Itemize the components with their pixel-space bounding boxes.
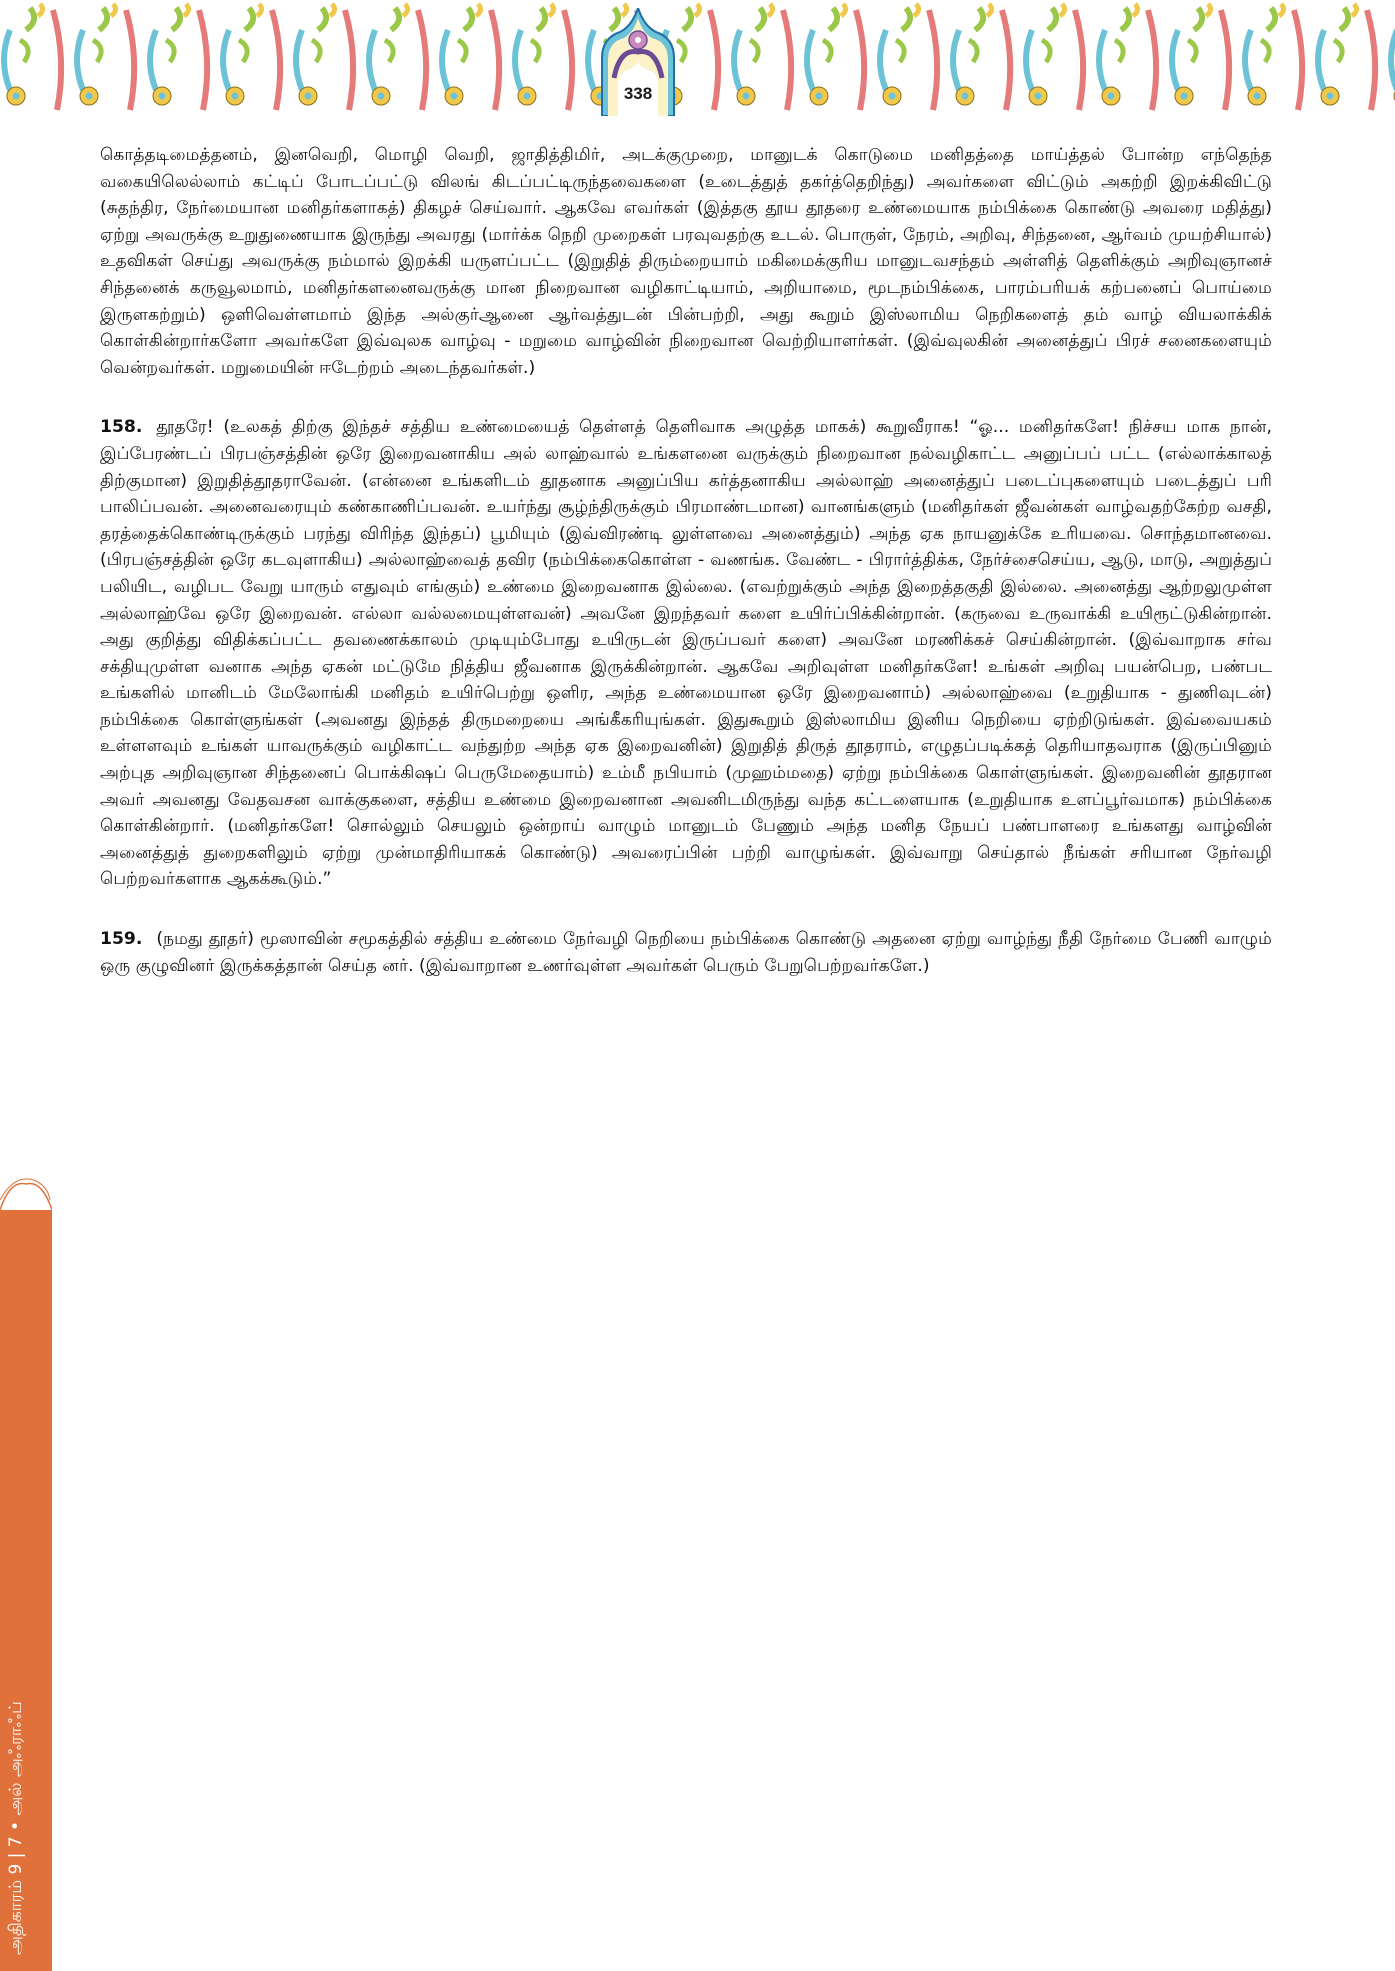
chapter-label: அதிகாரம் 9 | 7 • அல் அஃராஃப் bbox=[6, 1701, 26, 1955]
verse-text: (நமது தூதர்) மூஸாவின் சமூகத்தில் சத்திய உண்மை நேர்வழி நெறியை நம்பிக்கை கொண்டு அதனை ஏற்று வாழ்ந்து நீதி நேர்மை பேணி வாழும் ஒரு குழுவினர் இருக்கத்தான் செய்த னர். (இவ்வாறான உணர்வுள்ள அவர்கள் பெரும் பேறுபெற்றவர்களே.) bbox=[100, 929, 1272, 976]
document-body bbox=[100, 142, 1272, 1012]
decorative-header-border bbox=[0, 0, 1395, 118]
verse-text: தூதரே! (உலகத் திற்கு இந்தச் சத்திய உண்மையைத் தெள்ளத் தெளிவாக அழுத்த மாகக்) கூறுவீராக! “ஓ... மனிதர்களே! நிச்சய மாக நான், இப்பேரண்டப் பிரபஞ்சத்தின் ஒரே இறைவனாகிய அல் லாஹ்வால் உங்களனை வருக்கும் நிறைவான நல்வழிகாட்ட அனுப்பப் பட்ட (எல்லாக்காலத் திற்குமான) இறுதித்தூதராவேன். (என்னை உங்களிடம் தூதனாக அனுப்பிய கர்த்தனாகிய அல்லாஹ் அனைத்துப் படைப்புகளையும் படைத்துப் பரி பாலிப்பவன். அனைவரையும் கண்காணிப்பவன். உயர்ந்து சூழ்ந்திருக்கும் பிரமாண்டமான) வானங்களும் (மனிதர்கள் ஜீவன்கள் வாழ்வதற்கேற்ற வசதி, தரத்தைக்கொண்டிருக்கும் பரந்து விரிந்த இந்தப்) பூமியும் (இவ்விரண்டி லுள்ளவை அனைத்தும்) அந்த ஏக நாயனுக்கே உரியவை. சொந்தமானவை. (பிரபஞ்சத்தின் ஒரே கடவுளாகிய) அல்லாஹ்வைத் தவிர (நம்பிக்கைகொள்ள - வணங்க. வேண்ட - பிரார்த்திக்க, நேர்ச்சைசெய்ய, ஆடு, மாடு, அறுத்துப் பலியிட, வழிபட வேறு யாரும் எதுவும் எங்கும்) உண்மை இறைவனாக இல்லை. (எவற்றுக்கும் அந்த இறைத்தகுதி இல்லை. அனைத்து ஆற்றலுமுள்ள அல்லாஹ்வே ஒரே இறைவன். எல்லா வல்லமையுள்ளவன்) அவனே இறந்தவர் களை உயிர்ப்பிக்கின்றான். (கருவை உருவாக்கி உயிரூட்டுகின்றான். அது குறித்து விதிக்கப்பட்ட தவணைக்காலம் முடியும்போது உயிருடன் இருப்பவர் களை) அவனே மரணிக்கச் செய்கின்றான். (இவ்வாறாக சர்வ சக்தியுமுள்ள வனாக அந்த ஏகன் மட்டுமே நித்திய ஜீவனாக இருக்கின்றான். ஆகவே அறிவுள்ள மனிதர்களே! உங்கள் அறிவு பயன்பெற, பண்பட உங்களில் மானிடம் மேலோங்கி மனிதம் உயிர்பெற்று ஒளிர, அந்த உண்மையான ஒரே இறைவனாம்) அல்லாஹ்வை (உறுதியாக - துணிவுடன்) நம்பிக்கை கொள்ளுங்கள் (அவனது இந்தத் திருமறையை அங்கீகரியுங்கள். இதுகூறும் இஸ்லாமிய இனிய நெறியை ஏற்றிடுங்கள். இவ்வையகம் உள்ளளவும் உங்கள் யாவருக்கும் வழிகாட்ட வந்துற்ற அந்த ஏக இறைவனின்) இறுதித் திருத் தூதராம், எழுதப்படிக்கத் தெரியாதவராக (இருப்பினும் அற்புத அறிவுஞான சிந்தனைப் பொக்கிஷப் பெருமேதையாம்) உம்மீ நபியாம் (முஹம்மதை) ஏற்று நம்பிக்கை கொள்ளுங்கள். இறைவனின் தூதரான அவர் அவனது வேதவசன வாக்குகளை, சத்திய உண்மை இறைவனான அவனிடமிருந்து வந்த கட்டளையாக (உறுதியாக உளப்பூர்வமாக) நம்பிக்கை கொள்கின்றார். (மனிதர்களே! சொல்லும் செயலும் ஒன்றாய் வாழும் மானுடம் பேணும் அந்த மனித நேயப் பண்பாளரை உங்களது வாழ்வின் அனைத்துத் துறைகளிலும் ஏற்று முன்மாதிரியாகக் கொண்டு) அவரைப்பின் பற்றி வாழுங்கள். இவ்வாறு செய்தால் நீங்கள் சரியான நேர்வழி பெற்றவர்களாக ஆகக்கூடும்.” bbox=[100, 417, 1272, 890]
page-number: 338 bbox=[623, 84, 653, 103]
floral-pattern-icon bbox=[0, 0, 1395, 118]
verse-paragraph bbox=[100, 926, 1272, 979]
verse-paragraph bbox=[100, 414, 1272, 893]
verse-number: 158. bbox=[100, 417, 143, 438]
side-ornament-top-icon bbox=[0, 1170, 52, 1210]
verse-number: 159. bbox=[100, 929, 143, 950]
continuation-paragraph: கொத்தடிமைத்தனம், இனவெறி, மொழி வெறி, ஜாதித்திமிர், அடக்குமுறை, மானுடக் கொடுமை மனிதத்தை மாய்த்தல் போன்ற எந்தெந்த வகையிலெல்லாம் கட்டிப் போடப்பட்டு விலங் கிடப்பட்டிருந்தவைகளை (உடைத்துத் தகர்த்தெறிந்து) அவர்களை விட்டும் அகற்றி இறக்கிவிட்டு (சுதந்திர, நேர்மையான மனிதர்களாகத்) திகழச் செய்வார். ஆகவே எவர்கள் (இத்தகு தூய தூதரை உண்மையாக நம்பிக்கை கொண்டு அவரை மதித்து) ஏற்று அவருக்கு உறுதுணையாக இருந்து அவரது (மார்க்க நெறி முறைகள் பரவுவதற்கு உடல். பொருள், நேரம், அறிவு, சிந்தனை, ஆர்வம் முயற்சியால்) உதவிகள் செய்து அவருக்கு நம்மால் இறக்கி யருளப்பட்ட (இறுதித் திரும்றையாம் மகிமைக்குரிய மானுடவசந்தம் அள்ளித் தெளிக்கும் அறிவுஞானச் சிந்தனைக் கருவூலமாம், மனிதர்களனைவருக்கு மான நிறைவான வழிகாட்டியாம், அறியாமை, மூடநம்பிக்கை, பாரம்பரியக் கற்பனைப் பொய்மை இருளகற்றும்) ஒளிவெள்ளமாம் இந்த அல்குர்ஆனை ஆர்வத்துடன் பின்பற்றி, அது கூறும் இஸ்லாமிய நெறிகளைத் தம் வாழ் வியலாக்கிக் கொள்கின்றார்களோ அவர்களே இவ்வுலக வாழ்வு - மறுமை வாழ்வின் நிறைவான வெற்றியாளர்கள். (இவ்வுலகின் அனைத்துப் பிரச் சனைகளையும் வென்றவர்கள். மறுமையின் ஈடேற்றம் அடைந்தவர்கள்.) bbox=[100, 145, 1273, 378]
